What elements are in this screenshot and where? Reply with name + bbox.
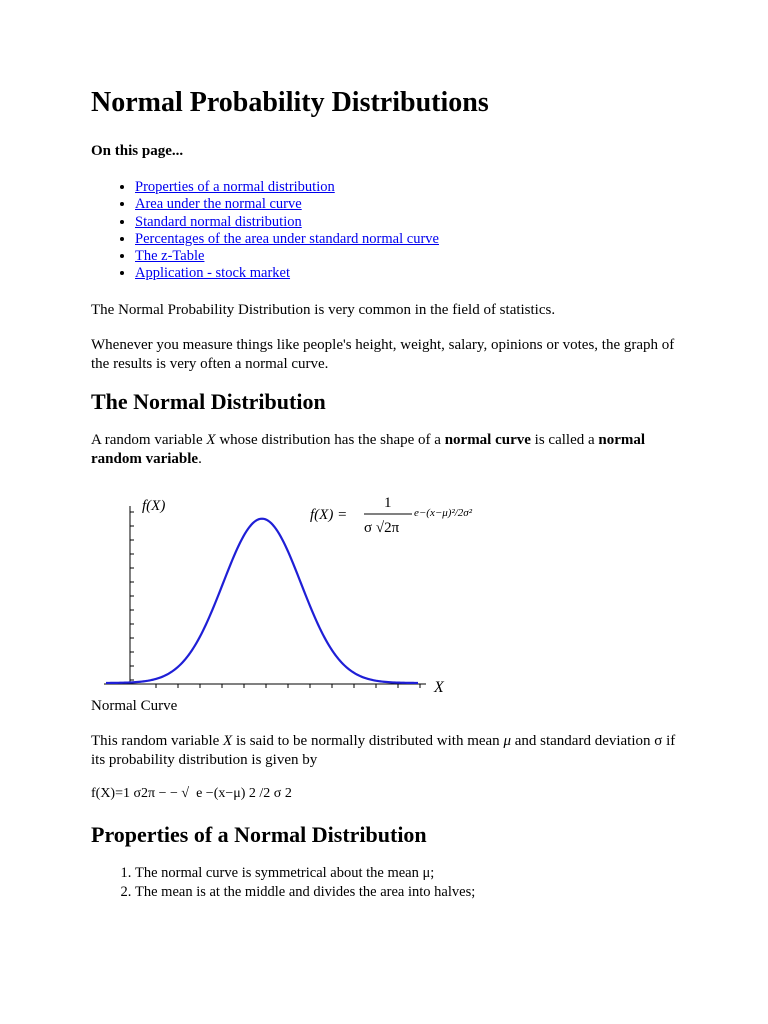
toc-link-application[interactable]: Application - stock market [135, 265, 291, 282]
text-span: A random variable [91, 432, 207, 448]
symbol-mu: μ [503, 733, 511, 749]
distribution-definition-paragraph [91, 732, 691, 770]
text-span: whose distribution has the shape of a [215, 432, 445, 448]
text-span: is called a [530, 432, 599, 448]
plain-formula: f(X)=1 σ2π − − √ e −(x−μ) 2 /2 σ 2 [91, 786, 292, 801]
formula-denominator: σ √2π [364, 520, 400, 536]
x-ticks [156, 684, 420, 688]
text-span: . [198, 451, 202, 467]
normal-curve-figure [96, 488, 473, 698]
toc-item [135, 214, 439, 231]
normal-variable-paragraph [91, 431, 681, 469]
formula-lhs: f(X) = [310, 507, 348, 523]
heading-properties: Properties of a Normal Distribution [91, 822, 427, 847]
bold-normal-random-variable: normal random variable [91, 432, 646, 467]
toc-link-area[interactable]: Area under the normal curve [135, 196, 302, 213]
var-x: X [206, 432, 216, 448]
y-ticks [130, 512, 134, 680]
toc-item [135, 248, 439, 265]
toc-item [135, 196, 439, 213]
text-span: and standard deviation [510, 733, 655, 749]
toc-link-standard[interactable]: Standard normal distribution [135, 213, 302, 230]
table-of-contents [91, 179, 439, 283]
toc-item [135, 231, 439, 248]
formula-numerator: 1 [384, 495, 392, 511]
toc-link-z-table[interactable]: The z-Table [135, 248, 205, 265]
heading-normal-distribution: The Normal Distribution [91, 389, 326, 414]
y-axis-label: f(X) [142, 498, 166, 514]
page-title: Normal Probability Distributions [91, 87, 489, 118]
figure-caption: Normal Curve [91, 698, 178, 714]
list-item: 2. The mean is at the middle and divides the area into halves; [135, 883, 475, 902]
toc-link-properties[interactable]: Properties of a normal distribution [135, 179, 335, 195]
text-span: is said to be normally distributed with mean [232, 733, 504, 749]
normal-curve-line [106, 519, 418, 683]
bold-normal-curve: normal curve [444, 432, 531, 448]
toc-item [135, 179, 439, 196]
symbol-sigma: σ [654, 733, 663, 749]
properties-list [91, 864, 475, 902]
on-this-page-label: On this page... [91, 143, 184, 159]
var-x: X [223, 733, 233, 749]
toc-item [135, 265, 439, 282]
list-item: 1. The normal curve is symmetrical about the mean μ; [135, 864, 475, 883]
toc-link-percentages[interactable]: Percentages of the area under standard normal curve [135, 230, 439, 247]
x-axis-label: X [434, 679, 444, 696]
intro-paragraph-2: Whenever you measure things like people's height, weight, salary, opinions or votes, the graph of the results is very often a normal curve. [91, 337, 675, 372]
text-span: This random variable [91, 733, 224, 749]
intro-paragraph-1: The Normal Probability Distribution is very common in the field of statistics. [91, 302, 556, 318]
formula-exponent: e−(x−μ)²/2σ² [414, 507, 473, 519]
text-span: if its probability distribution is given by [91, 733, 676, 768]
